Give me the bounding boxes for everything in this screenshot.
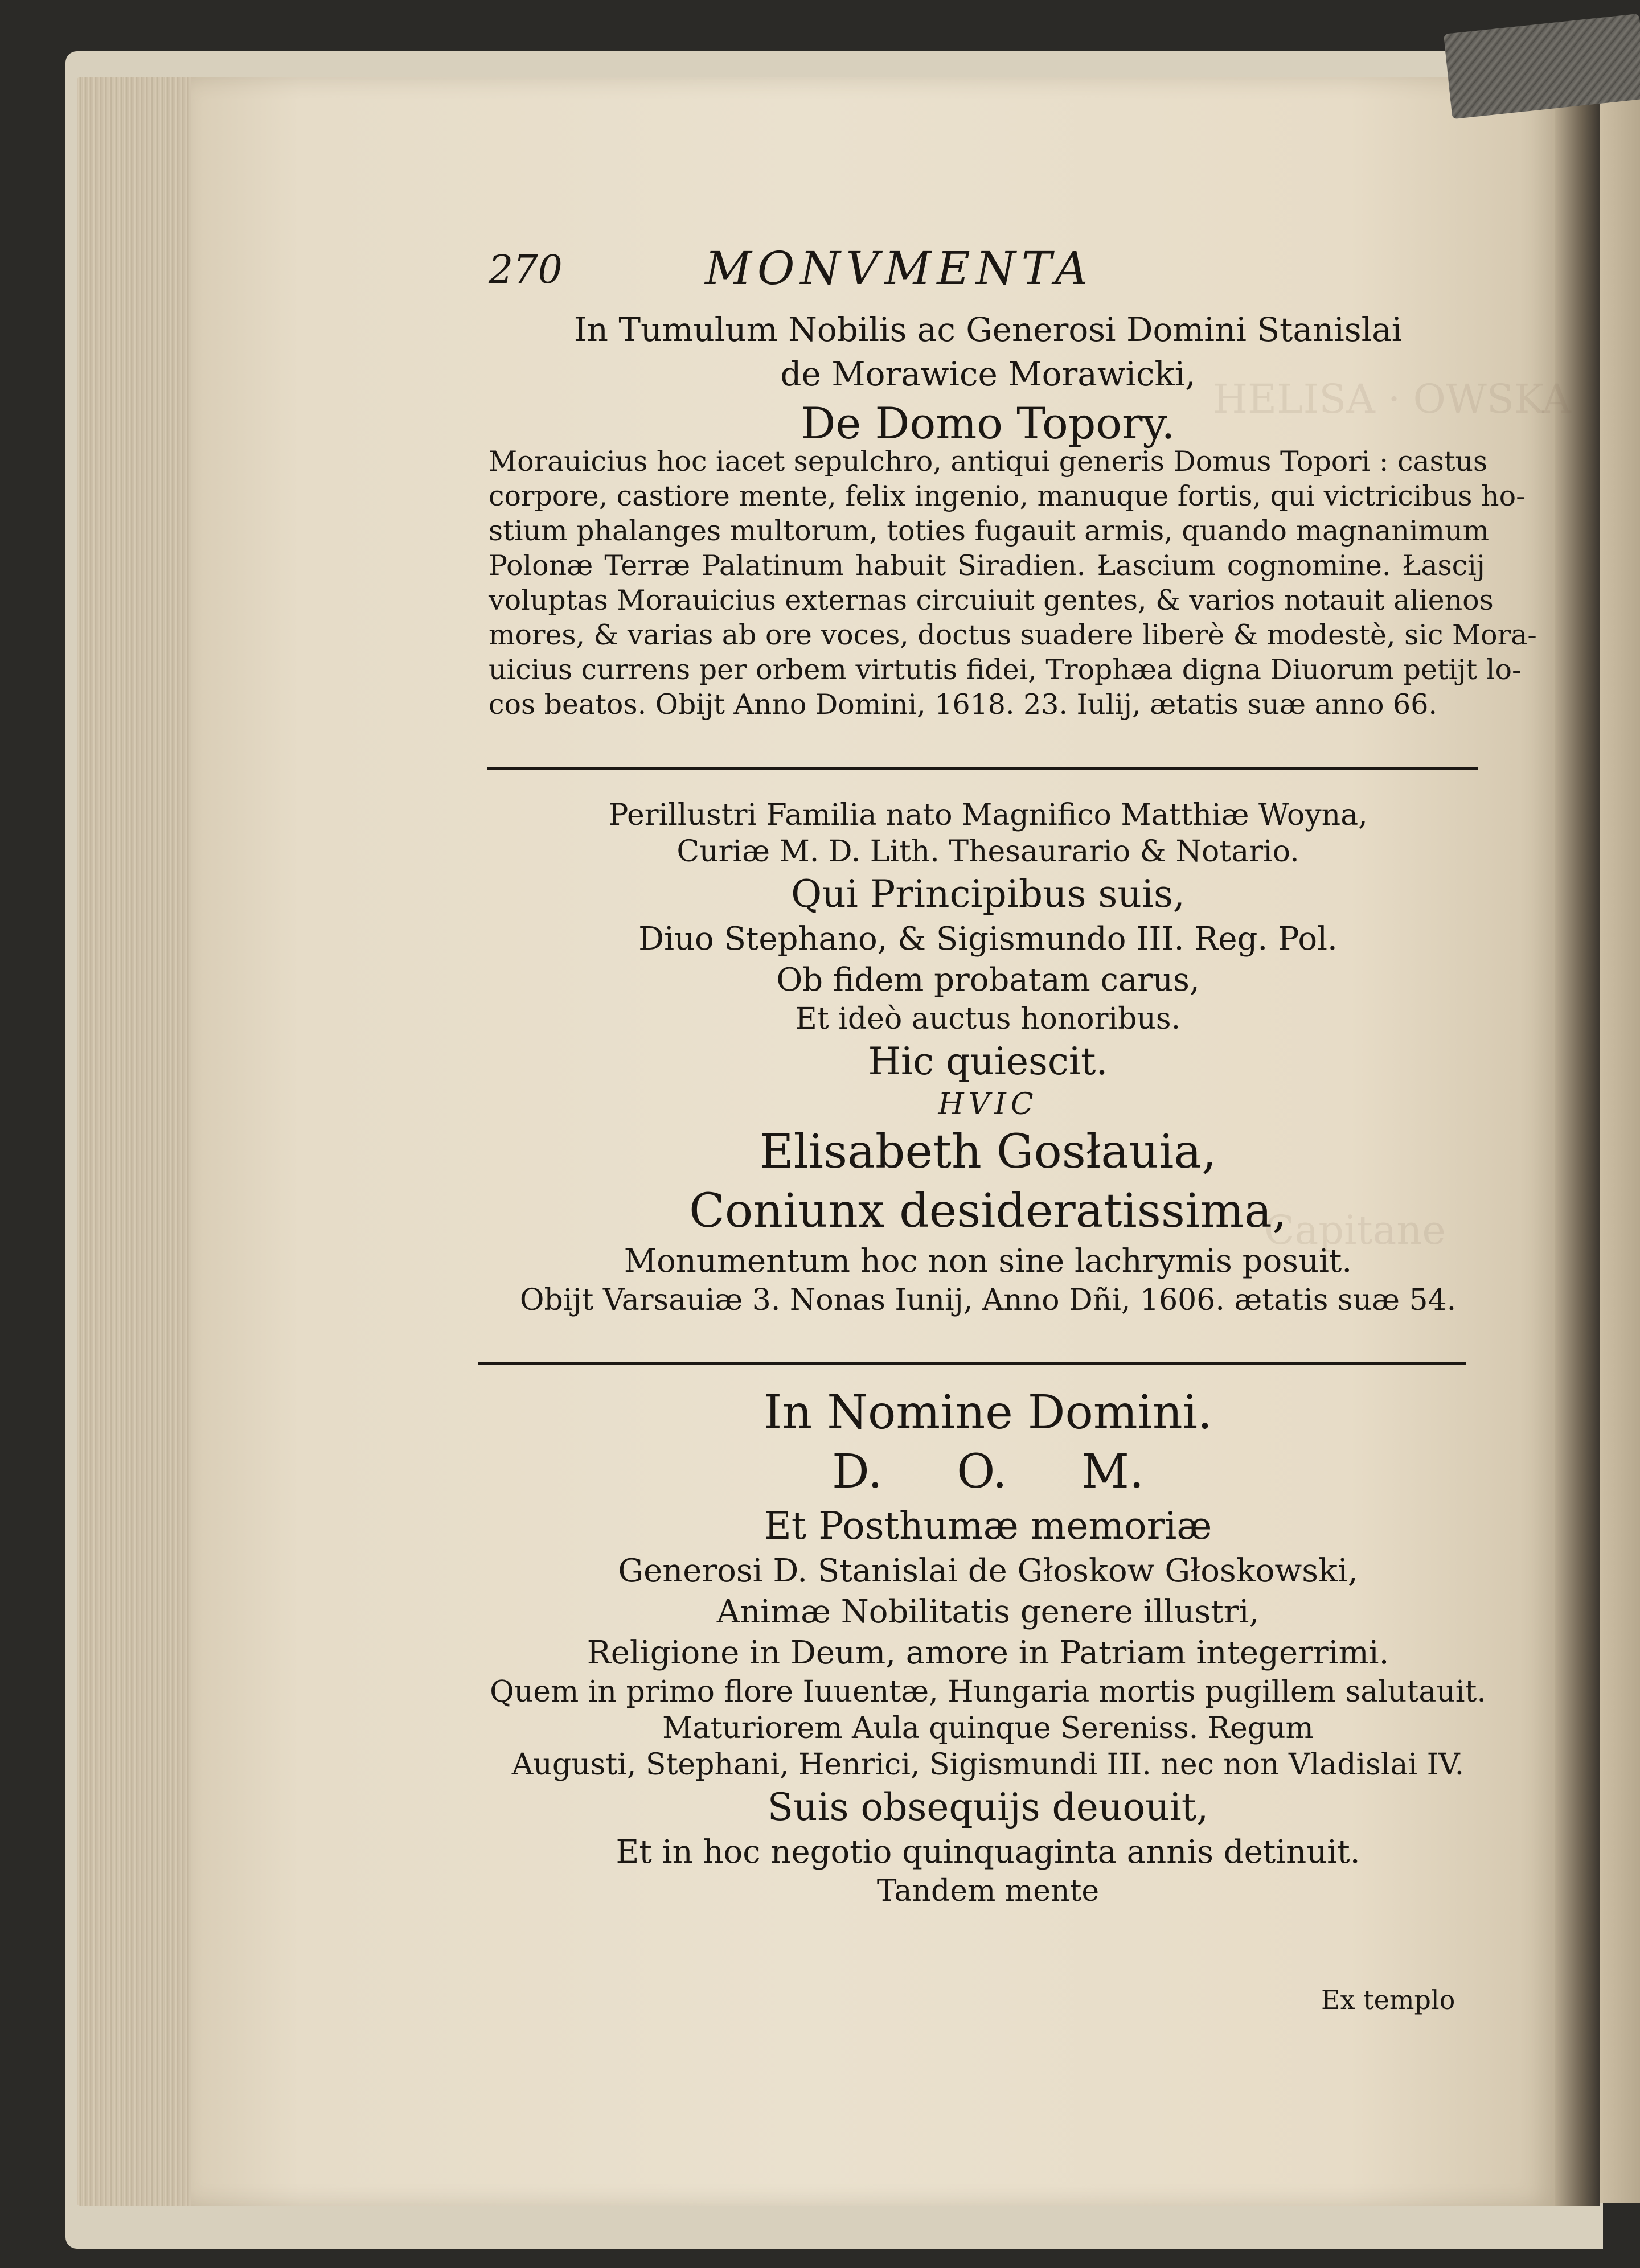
epitaph-heading: De Domo Topory. — [801, 398, 1175, 449]
text-line: Qui Principibus suis, — [791, 872, 1185, 916]
text-line: Obijt Varsauiæ 3. Nonas Iunij, Anno Dñi, 1606. ætatis suæ 54. — [519, 1283, 1457, 1317]
text-line: Animæ Nobilitatis genere illustri, — [716, 1593, 1260, 1630]
text-line: Augusti, Stephani, Henrici, Sigismundi III. nec non Vladislai IV. — [511, 1748, 1465, 1782]
epitaph-2 — [484, 797, 1492, 1318]
running-head: MONVMENTA — [705, 242, 1094, 295]
text-line: Morauicius hoc iacet sepulchro, antiqui generis Domus Topori : castus — [489, 445, 1488, 478]
text-line: Hic quiescit. — [868, 1040, 1108, 1083]
show-through-text: Capitane — [1264, 1207, 1446, 1254]
text-line: stium phalanges multorum, toties fugauit armis, quando magnanimum — [489, 515, 1490, 547]
catchword: Ex templo — [1321, 1984, 1456, 2015]
text-line: HVIC — [938, 1087, 1038, 1121]
facing-page-edge — [1600, 80, 1640, 2203]
epitaph-title-line: In Tumulum Nobilis ac Generosi Domini Stanislai — [573, 310, 1403, 349]
text-line: Quem in primo flore Iuuentæ, Hungaria mortis pugillem salutauit. — [490, 1675, 1486, 1709]
text-line: uicius currens per orbem virtutis fidei, Trophæa digna Diuorum petijt lo- — [489, 654, 1522, 686]
epitaph-1-title — [484, 307, 1492, 451]
text-line: Curiæ M. D. Lith. Thesaurario & Notario. — [676, 835, 1299, 869]
text-line: Et ideò auctus honoribus. — [795, 1002, 1181, 1036]
epitaph-3 — [484, 1383, 1492, 1909]
text-line: Et Posthumæ memoriæ — [764, 1504, 1212, 1548]
divider-rule — [487, 767, 1478, 770]
text-line: voluptas Morauicius externas circuiuit gentes, & varios notauit alienos — [489, 584, 1494, 617]
text-line: mores, & varias ab ore voces, doctus suadere liberè & modestè, sic Mora- — [489, 619, 1537, 651]
text-line: Maturiorem Aula quinque Sereniss. Regum — [662, 1711, 1314, 1745]
text-line: Polonæ Terræ Palatinum habuit Siradien. Łascium cognomine. Łascij — [489, 549, 1485, 582]
text-line: Generosi D. Stanislai de Głoskow Głoskowski, — [618, 1552, 1358, 1589]
page-number: 270 — [489, 248, 563, 293]
epitaph-title-line: de Morawice Morawicki, — [780, 355, 1196, 393]
text-line: Elisabeth Gosłauia, — [759, 1125, 1217, 1179]
text-line: corpore, castiore mente, felix ingenio, manuque fortis, qui victricibus ho- — [489, 480, 1526, 512]
text-line: Monumentum hoc non sine lachrymis posuit. — [624, 1243, 1352, 1280]
text-line: Religione in Deum, amore in Patriam integerrimi. — [587, 1634, 1389, 1671]
epitaph-1-body — [489, 444, 1537, 722]
text-line: D. O. M. — [831, 1445, 1145, 1499]
text-line: cos beatos. Obijt Anno Domini, 1618. 23. Iulij, ætatis suæ anno 66. — [489, 688, 1437, 721]
text-line: Perillustri Familia nato Magnifico Matthiæ Woyna, — [608, 798, 1368, 832]
text-line: In Nomine Domini. — [764, 1386, 1212, 1440]
text-line: Et in hoc negotio quinquaginta annis detinuit. — [616, 1834, 1360, 1871]
text-line: Coniunx desideratissima, — [689, 1184, 1287, 1238]
text-line: Ob fidem probatam carus, — [776, 962, 1200, 999]
page-edges — [77, 77, 191, 2206]
text-line: Tandem mente — [876, 1874, 1100, 1908]
page-header — [489, 242, 1229, 305]
show-through-text: HELISA · OWSKA — [1213, 376, 1571, 422]
divider-rule — [478, 1362, 1466, 1365]
text-line: Diuo Stephano, & Sigismundo III. Reg. Pol. — [638, 921, 1338, 958]
text-line: Suis obsequijs deuouit, — [767, 1785, 1209, 1829]
